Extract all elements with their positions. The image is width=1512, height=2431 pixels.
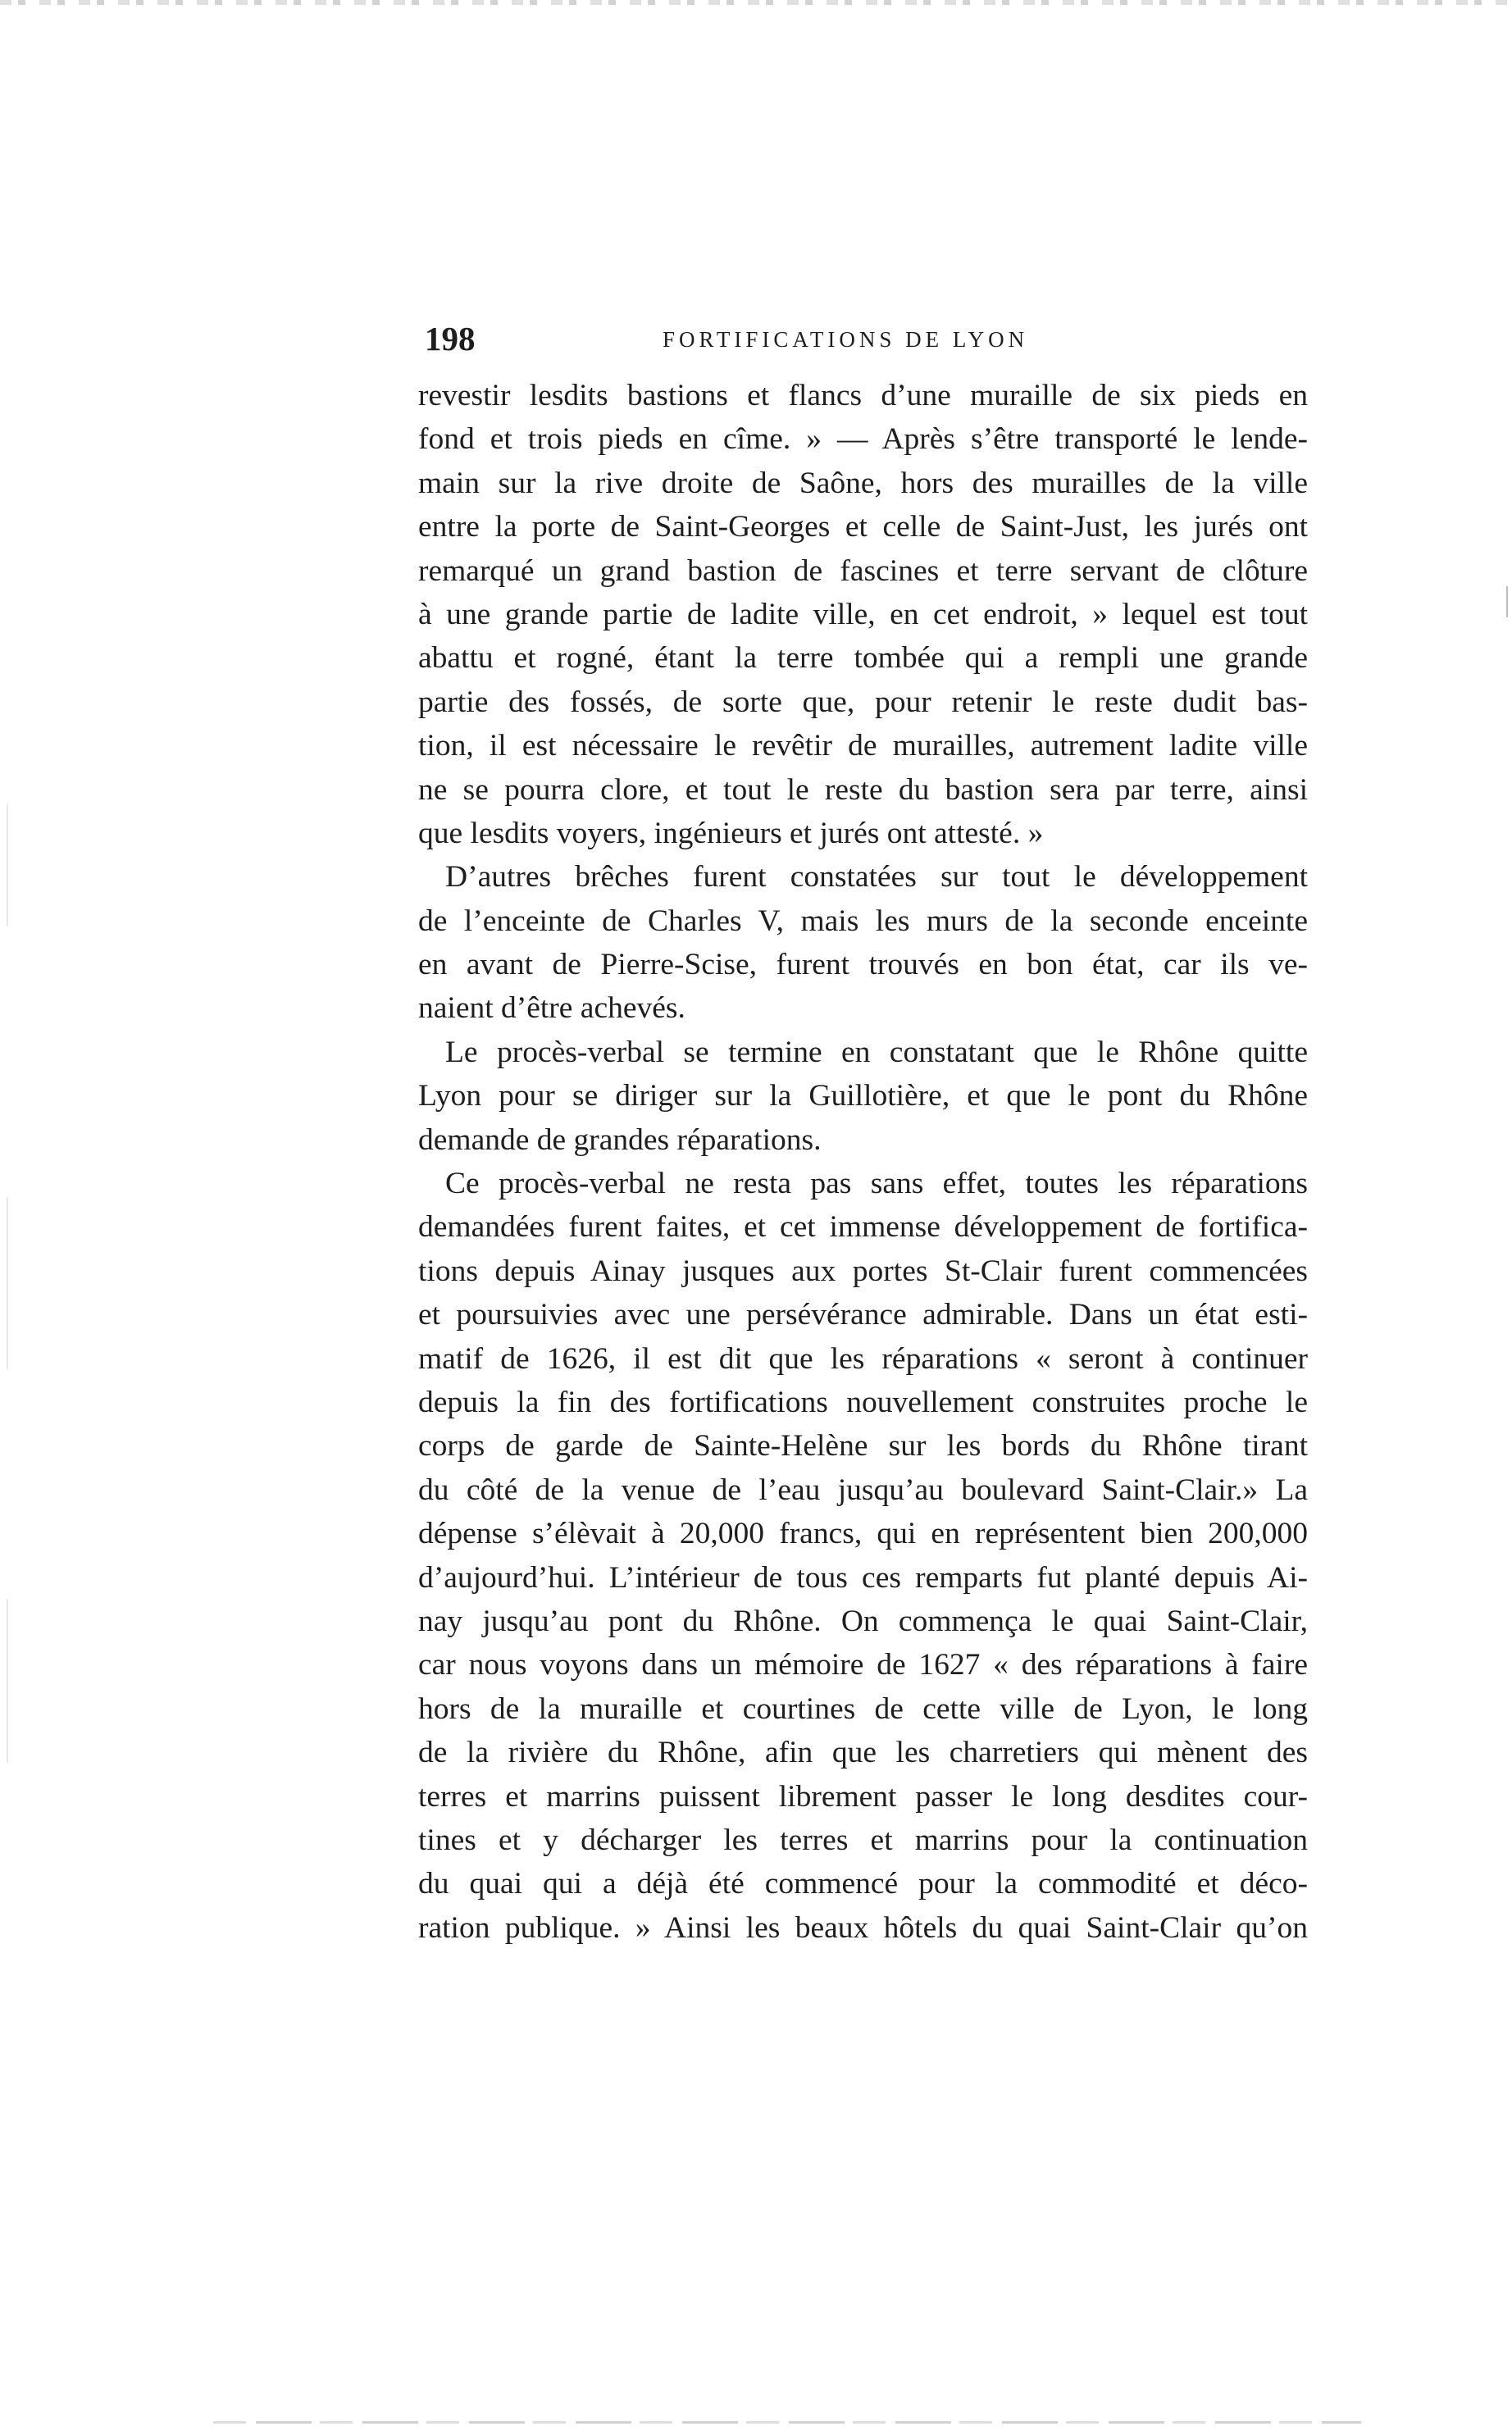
text-line: matif de 1626, il est dit que les réparations « seront à continuer: [418, 1341, 1308, 1376]
scan-edge-top: [0, 0, 1512, 5]
text-line: ration publique. » Ainsi les beaux hôtels du quai Saint-Clair qu’on: [418, 1910, 1308, 1945]
text-line: hors de la muraille et courtines de cette ville de Lyon, le long: [418, 1691, 1308, 1726]
scan-margin-mark: [7, 1197, 8, 1369]
body-text: [418, 374, 1308, 1950]
text-line: nay jusqu’au pont du Rhône. On commença le quai Saint-Clair,: [418, 1604, 1308, 1638]
paragraph-first-line: Ce procès-verbal ne resta pas sans effet, toutes les réparations: [445, 1167, 1308, 1201]
text-line: en avant de Pierre-Scise, furent trouvés en bon état, car ils ve-: [418, 948, 1308, 982]
scan-margin-mark: [1506, 586, 1508, 617]
text-line: à une grande partie de ladite ville, en cet endroit, » lequel est tout: [418, 597, 1308, 631]
scan-margin-mark: [7, 804, 8, 926]
text-line: de la rivière du Rhône, afin que les charretiers qui mènent des: [418, 1736, 1308, 1770]
text-line: Lyon pour se diriger sur la Guillotière, et que le pont du Rhône: [418, 1079, 1308, 1113]
text-line: du côté de la venue de l’eau jusqu’au boulevard Saint-Clair.» La: [418, 1473, 1308, 1507]
text-line: demande de grandes réparations.: [418, 1122, 822, 1157]
text-line: main sur la rive droite de Saône, hors des murailles de la ville: [418, 466, 1308, 500]
text-line: abattu et rogné, étant la terre tombée qui a rempli une grande: [418, 641, 1308, 676]
text-line: d’aujourd’hui. L’intérieur de tous ces remparts fut planté depuis Ai-: [418, 1560, 1308, 1595]
text-line: naient d’être achevés.: [418, 991, 685, 1026]
text-line: revestir lesdits bastions et flancs d’une muraille de six pieds en: [418, 379, 1308, 412]
paragraph-first-line: Le procès-verbal se termine en constatant que le Rhône quitte: [445, 1035, 1308, 1069]
text-line: tion, il est nécessaire le revêtir de murailles, autrement ladite ville: [418, 729, 1308, 763]
running-head: FORTIFICATIONS DE LYON: [663, 327, 1029, 352]
scan-margin-mark: [7, 1599, 8, 1763]
text-line: tines et y décharger les terres et marrins pour la continuation: [418, 1823, 1308, 1857]
paragraph-first-line: D’autres brêches furent constatées sur tout le développement: [445, 860, 1308, 895]
text-line: car nous voyons dans un mémoire de 1627 « des réparations à faire: [418, 1648, 1308, 1682]
text-line: remarqué un grand bastion de fascines et terre servant de clôture: [418, 553, 1308, 588]
text-line: fond et trois pieds en cîme. » — Après s’être transporté le lende-: [418, 422, 1308, 457]
text-line: de l’enceinte de Charles V, mais les murs de la seconde enceinte: [418, 904, 1308, 938]
text-line: entre la porte de Saint-Georges et celle de Saint-Just, les jurés ont: [418, 510, 1308, 544]
page-number: 198: [425, 320, 476, 357]
text-line: et poursuivies avec une persévérance admirable. Dans un état esti-: [418, 1298, 1308, 1332]
text-line: tions depuis Ainay jusques aux portes St-Clair furent commencées: [418, 1254, 1308, 1288]
scan-edge-bottom: [213, 2421, 1361, 2424]
text-line: que lesdits voyers, ingénieurs et jurés ont attesté. »: [418, 816, 1044, 850]
text-line: dépense s’élèvait à 20,000 francs, qui en représentent bien 200,000: [418, 1517, 1308, 1551]
text-line: demandées furent faites, et cet immense développement de fortifica-: [418, 1210, 1308, 1245]
text-line: corps de garde de Sainte-Helène sur les bords du Rhône tirant: [418, 1429, 1308, 1464]
text-line: partie des fossés, de sorte que, pour retenir le reste dudit bas-: [418, 685, 1308, 719]
text-line: ne se pourra clore, et tout le reste du bastion sera par terre, ainsi: [418, 772, 1308, 807]
page-header: [425, 314, 1306, 363]
text-line: du quai qui a déjà été commencé pour la commodité et déco-: [418, 1867, 1308, 1901]
text-line: terres et marrins puissent librement passer le long desdites cour-: [418, 1779, 1308, 1814]
text-line: depuis la fin des fortifications nouvellement construites proche le: [418, 1385, 1308, 1419]
